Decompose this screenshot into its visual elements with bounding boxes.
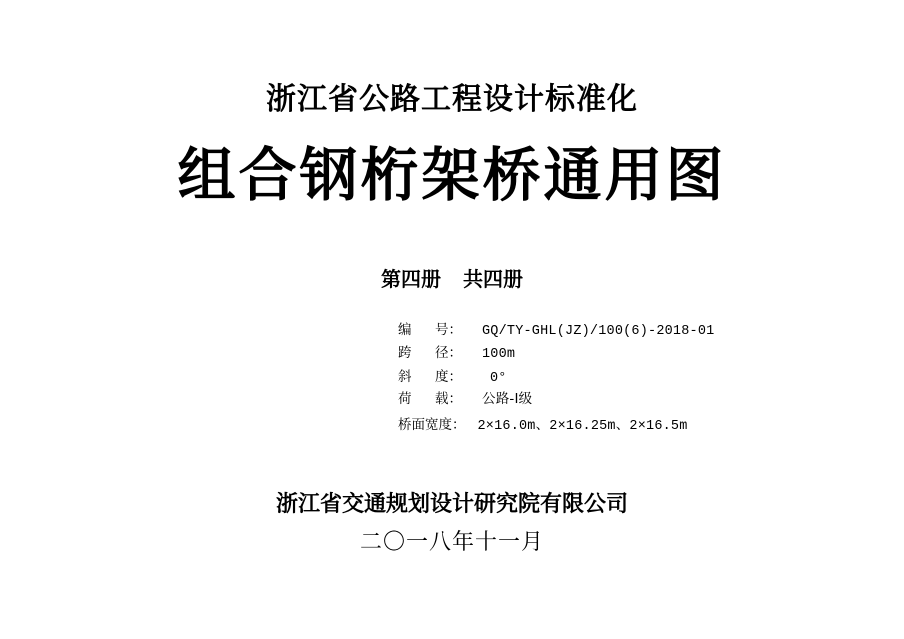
detail-row-deck-width xyxy=(398,419,688,434)
detail-label-char: 编 xyxy=(398,322,412,338)
detail-row-span xyxy=(398,347,515,362)
detail-row-load xyxy=(398,393,532,407)
detail-value-skew: 0° xyxy=(490,371,507,386)
document-date: 二〇一八年十一月 xyxy=(359,530,544,555)
detail-value-load: 公路-Ⅰ级 xyxy=(482,391,533,407)
volume-info xyxy=(0,263,904,292)
organization-name: 浙江省交通规划设计研究院有限公司 xyxy=(275,492,628,517)
detail-label-number xyxy=(398,324,462,338)
detail-label-char: 径： xyxy=(435,345,462,361)
detail-label-char: 度： xyxy=(435,369,462,385)
detail-row-number xyxy=(398,324,714,339)
detail-label-load xyxy=(398,393,462,407)
detail-row-skew xyxy=(398,371,507,386)
document-title: 组合钢桁架桥通用图 xyxy=(177,141,727,209)
detail-value-number: GQ/TY-GHL(JZ)/100(6)-2018-01 xyxy=(482,324,715,339)
detail-label-char: 斜 xyxy=(398,369,412,385)
volume-total: 共四册 xyxy=(463,267,523,291)
detail-label-char: 载： xyxy=(435,391,462,407)
detail-label-deck-width: 桥面宽度： xyxy=(398,417,466,433)
detail-label-skew xyxy=(398,371,462,385)
detail-label-char: 号： xyxy=(435,322,462,338)
document-subtitle: 浙江省公路工程设计标准化 xyxy=(266,82,638,117)
volume-part: 第四册 xyxy=(381,267,441,291)
detail-label-span xyxy=(398,347,462,361)
detail-value-span: 100m xyxy=(482,347,516,362)
detail-label-char: 跨 xyxy=(398,345,412,361)
detail-label-char: 荷 xyxy=(398,391,412,407)
detail-value-deck-width: 2×16.0m、2×16.25m、2×16.5m xyxy=(477,419,688,434)
